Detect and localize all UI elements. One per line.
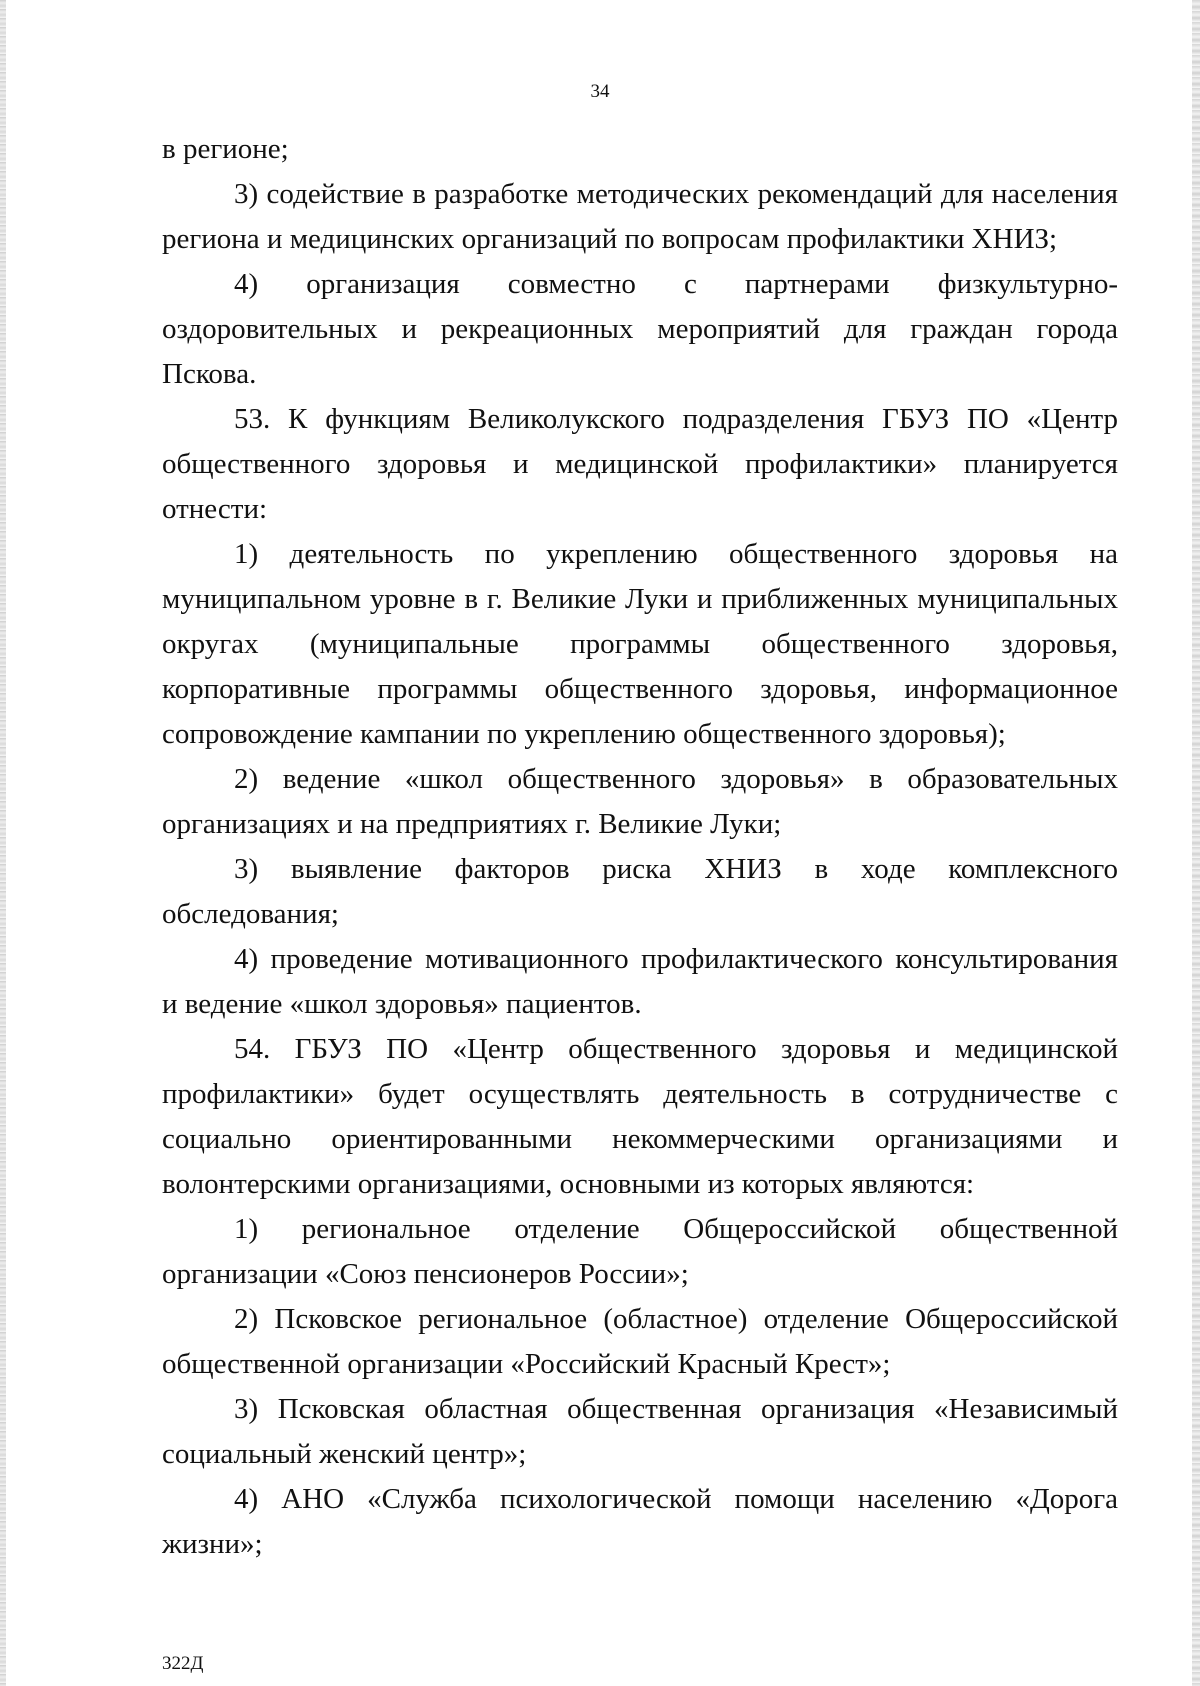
page-number: 34 [590, 81, 610, 102]
scan-edge-right [1192, 0, 1200, 1686]
clause-54-item-4: 4) АНО «Служба психологической помощи населению «Дорога жизни»; [162, 1483, 1118, 1560]
list-item-3-methodology: 3) содействие в разработке методических рекомендаций для населения региона и медицинских организаций по вопросам профилактики ХНИЗ; [162, 178, 1118, 255]
clause-53-item-4: 4) проведение мотивационного профилактического консультирования и ведение «школ здоровья» пациентов. [162, 943, 1118, 1020]
paragraph-continuation: в регионе; [162, 133, 289, 165]
clause-53: 53. К функциям Великолукского подразделения ГБУЗ ПО «Центр общественного здоровья и медицинской профилактики» планируется отнести: [162, 403, 1118, 525]
clause-54-item-1: 1) региональное отделение Общероссийской общественной организации «Союз пенсионеров России»; [162, 1213, 1118, 1290]
clause-54: 54. ГБУЗ ПО «Центр общественного здоровья и медицинской профилактики» будет осуществлять деятельность в сотрудничестве с социально ориентированными некоммерческими организациями и волонтерскими организациями, основными из которых являются: [162, 1033, 1118, 1200]
clause-54-item-2: 2) Псковское региональное (областное) отделение Общероссийской общественной организации «Российский Красный Крест»; [162, 1303, 1118, 1380]
list-item-4-events: 4) организация совместно с партнерами физкультурно-оздоровительных и рекреационных мероприятий для граждан города Пскова. [162, 268, 1118, 390]
document-body [162, 127, 1118, 1567]
scan-edge-left [0, 0, 6, 1686]
clause-53-item-1: 1) деятельность по укреплению общественного здоровья на муниципальном уровне в г. Великие Луки и приближенных муниципальных округах (муниципальные программы общественного здоровья, корпоративные программы общественного здоровья, информационное сопровождение кампании по укреплению общественного здоровья); [162, 538, 1118, 750]
document-code: 322Д [162, 1653, 204, 1674]
clause-54-item-3: 3) Псковская областная общественная организация «Независимый социальный женский центр»; [162, 1393, 1118, 1470]
clause-53-item-2: 2) ведение «школ общественного здоровья» в образовательных организациях и на предприятиях г. Великие Луки; [162, 763, 1118, 840]
clause-53-item-3: 3) выявление факторов риска ХНИЗ в ходе комплексного обследования; [162, 853, 1118, 930]
